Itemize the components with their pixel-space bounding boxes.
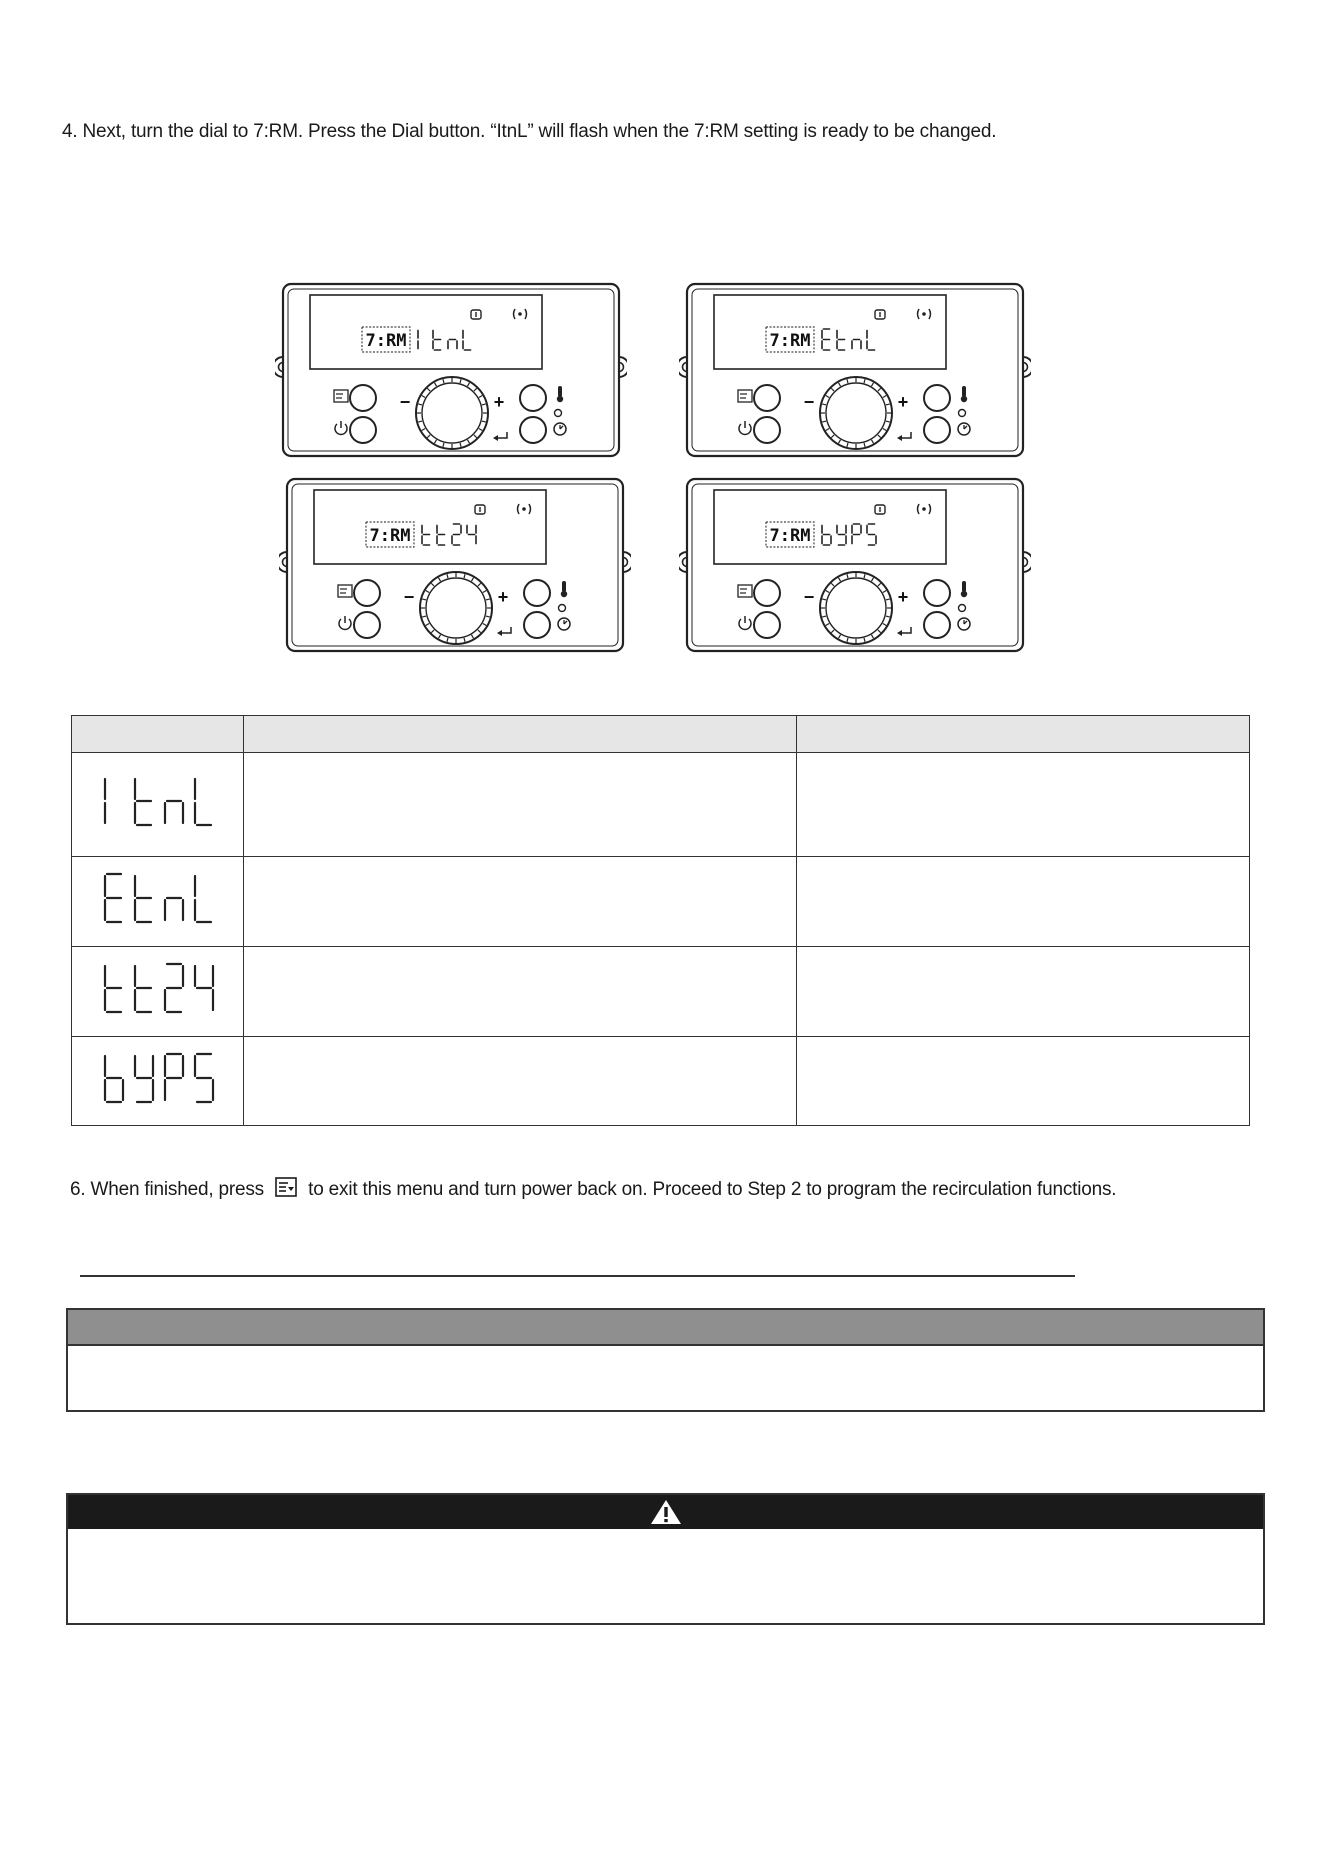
lcd-screen xyxy=(714,295,946,369)
section-divider xyxy=(80,1275,1075,1277)
status-led xyxy=(959,410,966,417)
menu-icon xyxy=(275,1177,297,1203)
menu-button xyxy=(754,385,780,411)
table-header-cell xyxy=(797,716,1250,753)
code-cell xyxy=(72,753,244,857)
power-button xyxy=(350,417,376,443)
code-cell xyxy=(72,1037,244,1126)
seven-segment-code xyxy=(99,917,217,934)
controller-illustration xyxy=(275,282,627,458)
warning-box xyxy=(66,1493,1265,1625)
power-button xyxy=(754,417,780,443)
controller-panel xyxy=(679,477,1031,653)
table-header-cell xyxy=(244,716,797,753)
table-cell xyxy=(244,947,797,1037)
dial-knob xyxy=(420,572,492,644)
status-led xyxy=(959,605,966,612)
controller-illustration xyxy=(679,477,1031,653)
lcd-mode-label: 7:RM xyxy=(369,526,411,546)
seven-segment-code xyxy=(99,820,217,837)
timer-button xyxy=(924,417,950,443)
dial-knob xyxy=(820,572,892,644)
table-row xyxy=(72,947,1250,1037)
controller-illustration xyxy=(679,282,1031,458)
dial-knob xyxy=(820,377,892,449)
table-row xyxy=(72,857,1250,947)
dial-minus-label: − xyxy=(803,392,815,412)
menu-button xyxy=(754,580,780,606)
table-cell xyxy=(244,857,797,947)
dial-knob xyxy=(416,377,488,449)
controller-illustration xyxy=(279,477,631,653)
temperature-button xyxy=(524,580,550,606)
lcd-screen xyxy=(714,490,946,564)
lcd-screen xyxy=(310,295,542,369)
menu-button xyxy=(354,580,380,606)
step-4-instruction: 4. Next, turn the dial to 7:RM. Press the Dial button. “ItnL” will flash when the 7:RM setting is ready to be changed. xyxy=(62,121,997,142)
temperature-button xyxy=(520,385,546,411)
table-header-cell xyxy=(72,716,244,753)
power-button xyxy=(754,612,780,638)
dial-plus-label: + xyxy=(897,392,909,412)
seven-segment-code xyxy=(99,1097,217,1114)
warning-icon xyxy=(649,1498,683,1526)
dial-minus-label: − xyxy=(803,587,815,607)
controller-panel xyxy=(279,477,631,653)
power-button xyxy=(354,612,380,638)
notice-box xyxy=(66,1308,1265,1412)
timer-button xyxy=(520,417,546,443)
mode-table xyxy=(71,715,1250,1126)
code-cell xyxy=(72,947,244,1037)
table-cell xyxy=(244,1037,797,1126)
status-led xyxy=(559,605,566,612)
table-cell xyxy=(244,753,797,857)
dial-plus-label: + xyxy=(497,587,509,607)
timer-button xyxy=(524,612,550,638)
step-6-instruction xyxy=(70,1177,1116,1203)
step-6-text-end: to exit this menu and turn power back on. Proceed to Step 2 to program the recirculation functions. xyxy=(308,1179,1117,1201)
dial-plus-label: + xyxy=(897,587,909,607)
warning-header-bar xyxy=(68,1495,1263,1529)
lcd-mode-label: 7:RM xyxy=(769,331,811,351)
dial-plus-label: + xyxy=(493,392,505,412)
table-cell xyxy=(797,753,1250,857)
lcd-mode-label: 7:RM xyxy=(769,526,811,546)
table-cell xyxy=(797,857,1250,947)
table-row xyxy=(72,753,1250,857)
dial-minus-label: − xyxy=(403,587,415,607)
lcd-screen xyxy=(314,490,546,564)
step-6-text-start: 6. When finished, press xyxy=(70,1179,264,1201)
status-led xyxy=(555,410,562,417)
table-row xyxy=(72,1037,1250,1126)
controller-panel xyxy=(275,282,627,458)
controller-panel xyxy=(679,282,1031,458)
seven-segment-code xyxy=(99,1007,217,1024)
table-cell xyxy=(797,947,1250,1037)
table-header-row xyxy=(72,716,1250,753)
dial-minus-label: − xyxy=(399,392,411,412)
timer-button xyxy=(924,612,950,638)
notice-header-bar xyxy=(68,1310,1263,1346)
table-cell xyxy=(797,1037,1250,1126)
code-cell xyxy=(72,857,244,947)
temperature-button xyxy=(924,385,950,411)
lcd-mode-label: 7:RM xyxy=(365,331,407,351)
temperature-button xyxy=(924,580,950,606)
menu-button xyxy=(350,385,376,411)
